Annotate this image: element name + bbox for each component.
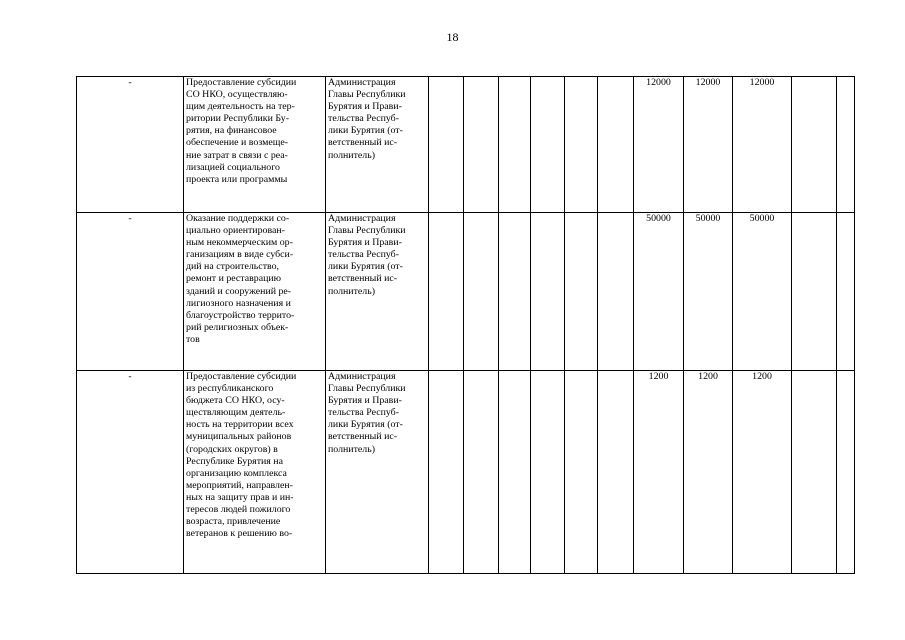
description-line: ганизациям в виде субси-	[186, 249, 294, 261]
description-line: ние затрат в связи с реа-	[186, 149, 288, 161]
responsible-line: лики Бурятия (от-	[328, 261, 403, 273]
value-cell	[531, 213, 565, 371]
value-cell	[565, 213, 598, 371]
responsible-line: Администрация	[328, 371, 396, 382]
description-line: муниципальных районов	[186, 431, 292, 443]
description-line: бюджета СО НКО, осу-	[186, 395, 285, 407]
value-cell: 1200	[684, 371, 733, 574]
description-line: ритории Республики Бу-	[186, 113, 289, 125]
description-line: зданий и сооружений ре-	[186, 285, 292, 297]
measure-description-cell	[184, 371, 326, 574]
table-row	[77, 371, 855, 574]
value-cell	[499, 77, 531, 213]
value-cell	[499, 213, 531, 371]
description-line: мероприятий, направлен-	[186, 479, 293, 491]
responsible-executor-cell	[326, 213, 429, 371]
value-cell	[837, 77, 855, 213]
value-cell: 12000	[634, 77, 684, 213]
description-line: обеспечение и возмеще-	[186, 137, 288, 149]
description-line: щим деятельность на тер-	[186, 101, 295, 113]
value-cell: 50000	[684, 213, 733, 371]
value-cell	[429, 77, 464, 213]
value-cell	[598, 371, 634, 574]
value-cell	[565, 77, 598, 213]
description-line: Республике Бурятия на	[186, 455, 283, 467]
row-number-cell: -	[77, 213, 184, 371]
table-row	[77, 77, 855, 213]
value-cell: 1200	[733, 371, 792, 574]
responsible-line: Главы Республики	[328, 383, 406, 395]
value-cell	[598, 213, 634, 371]
value-cell: 12000	[733, 77, 792, 213]
responsible-line: Администрация	[328, 213, 396, 224]
value-cell	[464, 213, 499, 371]
value-cell	[837, 371, 855, 574]
table-row	[77, 213, 855, 371]
value-cell: 50000	[733, 213, 792, 371]
description-line: Предоставление субсидии	[186, 371, 297, 382]
description-line: циально ориентирован-	[186, 225, 285, 237]
description-line: Оказание поддержки со-	[186, 213, 290, 224]
budget-table	[76, 76, 855, 574]
responsible-line: полнитель)	[328, 443, 376, 455]
responsible-line: Администрация	[328, 77, 396, 88]
value-cell: 12000	[684, 77, 733, 213]
responsible-line: ветственный ис-	[328, 431, 398, 443]
responsible-line: лики Бурятия (от-	[328, 125, 403, 137]
description-line: ществляющим деятель-	[186, 407, 286, 419]
description-line: организацию комплекса	[186, 467, 287, 479]
description-line: рий религиозных объек-	[186, 321, 289, 333]
description-line: Предоставление субсидии	[186, 77, 297, 88]
responsible-line: тельства Респуб-	[328, 407, 399, 419]
description-line: тересов людей пожилого	[186, 504, 291, 516]
value-cell	[464, 77, 499, 213]
value-cell	[429, 213, 464, 371]
page-number: 18	[446, 30, 459, 44]
value-cell: 50000	[634, 213, 684, 371]
description-line: ным некоммерческим ор-	[186, 237, 293, 249]
row-number-cell: -	[77, 371, 184, 574]
description-line: СО НКО, осуществляю-	[186, 89, 288, 101]
responsible-line: тельства Респуб-	[328, 249, 399, 261]
value-cell	[837, 213, 855, 371]
responsible-executor-cell	[326, 371, 429, 574]
description-line: ных на защиту прав и ин-	[186, 491, 294, 503]
description-line: дий на строительство,	[186, 261, 280, 273]
description-line: лигиозного назначения и	[186, 297, 291, 309]
responsible-line: Бурятия и Прави-	[328, 395, 402, 407]
responsible-line: тельства Респуб-	[328, 113, 399, 125]
value-cell	[429, 371, 464, 574]
responsible-line: Главы Республики	[328, 225, 406, 237]
responsible-line: ветственный ис-	[328, 273, 398, 285]
description-line: благоустройство террито-	[186, 309, 295, 321]
row-number-cell: -	[77, 77, 184, 213]
responsible-line: Бурятия и Прави-	[328, 237, 402, 249]
value-cell	[464, 371, 499, 574]
value-cell	[531, 77, 565, 213]
description-line: лизацией социального	[186, 161, 280, 173]
description-line: (городских округов) в	[186, 443, 278, 455]
value-cell	[792, 77, 837, 213]
responsible-line: ветственный ис-	[328, 137, 398, 149]
value-cell: 1200	[634, 371, 684, 574]
description-line: ремонт и реставрацию	[186, 273, 282, 285]
description-line: ность на территории всех	[186, 419, 294, 431]
value-cell	[792, 371, 837, 574]
value-cell	[565, 371, 598, 574]
measure-description-cell	[184, 77, 326, 213]
value-cell	[499, 371, 531, 574]
description-line: рятия, на финансовое	[186, 125, 277, 137]
description-line: возраста, привлечение	[186, 516, 281, 528]
value-cell	[792, 213, 837, 371]
responsible-line: Бурятия и Прави-	[328, 101, 402, 113]
description-line: из республиканского	[186, 383, 274, 395]
responsible-line: полнитель)	[328, 149, 376, 161]
value-cell	[598, 77, 634, 213]
description-line: проекта или программы	[186, 173, 288, 185]
description-line: тов	[186, 333, 200, 345]
description-line: ветеранов к решению во-	[186, 528, 293, 540]
responsible-line: лики Бурятия (от-	[328, 419, 403, 431]
table-body	[77, 77, 855, 574]
responsible-line: полнитель)	[328, 285, 376, 297]
value-cell	[531, 371, 565, 574]
measure-description-cell	[184, 213, 326, 371]
responsible-executor-cell	[326, 77, 429, 213]
responsible-line: Главы Республики	[328, 89, 406, 101]
